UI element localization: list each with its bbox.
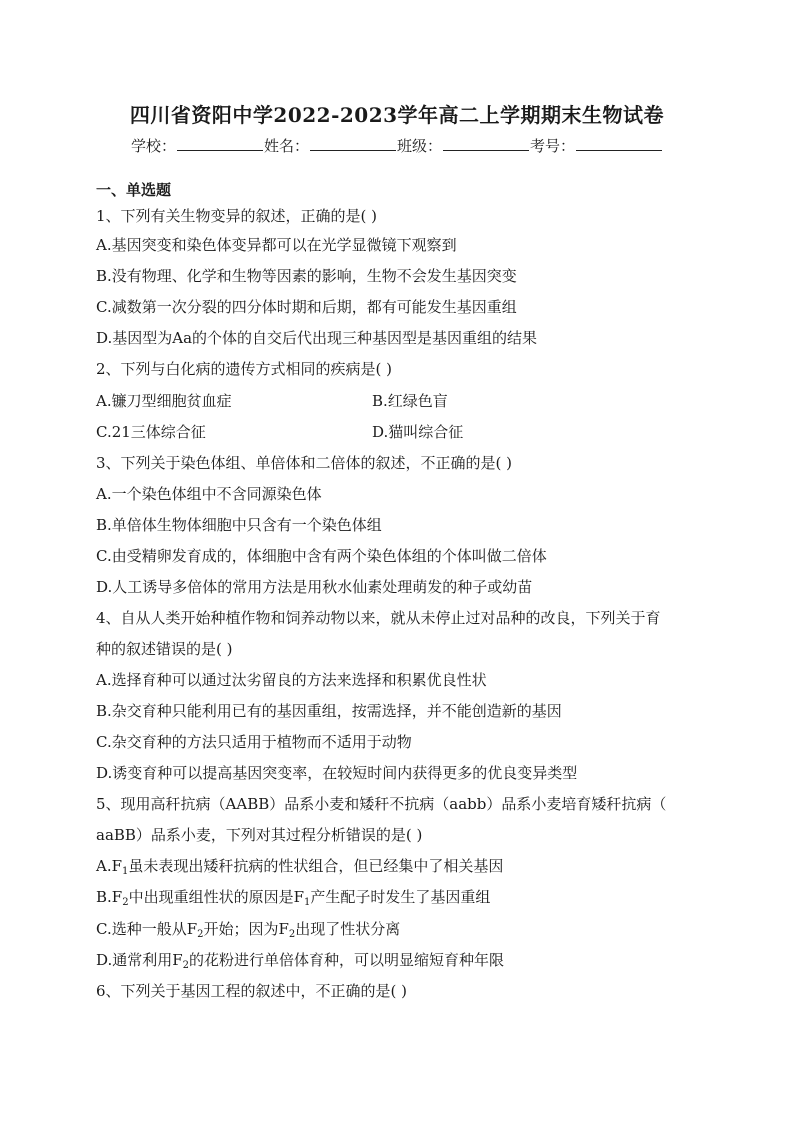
exam-title: 四川省资阳中学2022-2023学年高二上学期期末生物试卷 <box>129 103 665 127</box>
q1-option-b: B.没有物理、化学和生物等因素的影响，生物不会发生基因突变 <box>96 267 517 285</box>
name-label: 姓名： <box>263 137 309 155</box>
q4-option-c: C.杂交育种的方法只适用于植物而不适用于动物 <box>96 733 412 751</box>
q5-option-b-sub: 2 <box>122 897 129 908</box>
question-5-stem-line-1: 5、现用高秆抗病（AABB）品系小麦和矮秆不抗病（aabb）品系小麦培育矮秆抗病（ <box>96 795 667 813</box>
q5-option-a-pre: A.F <box>96 857 123 875</box>
q2-option-d: D.猫叫综合征 <box>372 423 464 441</box>
q3-option-b: B.单倍体生物体细胞中只含有一个染色体组 <box>96 516 382 534</box>
q2-option-b: B.红绿色盲 <box>372 392 448 410</box>
q3-option-c: C.由受精卵发育成的，体细胞中含有两个染色体组的个体叫做二倍体 <box>96 547 547 565</box>
q5-option-d-post: 的花粉进行单倍体育种，可以明显缩短育种年限 <box>189 951 505 969</box>
q4-option-d: D.诱变育种可以提高基因突变率，在较短时间内获得更多的优良变异类型 <box>96 764 578 782</box>
question-4-stem-line-2: 种的叙述错误的是( ) <box>96 640 233 658</box>
q5-option-c-post: 出现了性状分离 <box>295 920 401 938</box>
q4-option-b: B.杂交育种只能利用已有的基因重组，按需选择，并不能创造新的基因 <box>96 702 562 720</box>
question-5-stem-line-2: aaBB）品系小麦，下列对其过程分析错误的是( ) <box>96 826 423 844</box>
q5-option-c-sub2: 2 <box>288 929 296 940</box>
q5-option-c-mid: 开始；因为F <box>203 920 289 938</box>
q4-option-a: A.选择育种可以通过汰劣留良的方法来选择和积累优良性状 <box>96 671 487 689</box>
q5-option-b-sub2: 1 <box>304 897 311 908</box>
class-blank[interactable] <box>443 135 529 151</box>
q5-option-a-sub: 1 <box>122 866 129 877</box>
q3-option-d: D.人工诱导多倍体的常用方法是用秋水仙素处理萌发的种子或幼苗 <box>96 578 533 596</box>
section-title: 一、单选题 <box>96 181 172 199</box>
q5-option-b-post: 产生配子时发生了基因重组 <box>310 888 491 906</box>
school-blank[interactable] <box>177 135 263 151</box>
student-info-row <box>0 135 794 157</box>
q5-option-b <box>96 886 490 908</box>
school-label: 学校： <box>130 137 176 155</box>
q5-option-c-pre: C.选种一般从F <box>96 920 198 938</box>
q5-option-d-pre: D.通常利用F <box>96 951 183 969</box>
q2-option-c: C.21三体综合征 <box>96 423 206 441</box>
question-3-stem: 3、下列关于染色体组、单倍体和二倍体的叙述，不正确的是( ) <box>96 454 513 472</box>
class-label: 班级： <box>397 137 443 155</box>
question-4-stem-line-1: 4、自从人类开始种植作物和饲养动物以来，就从未停止过对品种的改良，下列关于育 <box>96 609 661 627</box>
q2-option-a: A.镰刀型细胞贫血症 <box>96 392 232 410</box>
q5-option-c <box>96 918 400 940</box>
q5-option-a-post: 虽未表现出矮秆抗病的性状组合，但已经集中了相关基因 <box>128 857 504 875</box>
question-1-stem: 1、下列有关生物变异的叙述，正确的是( ) <box>96 207 378 225</box>
number-label: 考号： <box>530 137 576 155</box>
q5-option-d-sub: 2 <box>182 960 190 971</box>
name-blank[interactable] <box>310 135 396 151</box>
q5-option-b-mid: 中出现重组性状的原因是F <box>128 888 304 906</box>
question-2-stem: 2、下列与白化病的遗传方式相同的疾病是( ) <box>96 360 393 378</box>
q5-option-a <box>96 855 503 877</box>
q1-option-d: D.基因型为Aa的个体的自交后代出现三种基因型是基因重组的结果 <box>96 329 538 347</box>
q5-option-d <box>96 949 504 971</box>
q5-option-b-pre: B.F <box>96 888 123 906</box>
q5-option-c-sub: 2 <box>197 929 204 940</box>
question-6-stem: 6、下列关于基因工程的叙述中，不正确的是( ) <box>96 982 408 1000</box>
q3-option-a: A.一个染色体组中不含同源染色体 <box>96 485 322 503</box>
q1-option-a: A.基因突变和染色体变异都可以在光学显微镜下观察到 <box>96 236 457 254</box>
number-blank[interactable] <box>576 135 662 151</box>
q1-option-c: C.减数第一次分裂的四分体时期和后期，都有可能发生基因重组 <box>96 298 517 316</box>
